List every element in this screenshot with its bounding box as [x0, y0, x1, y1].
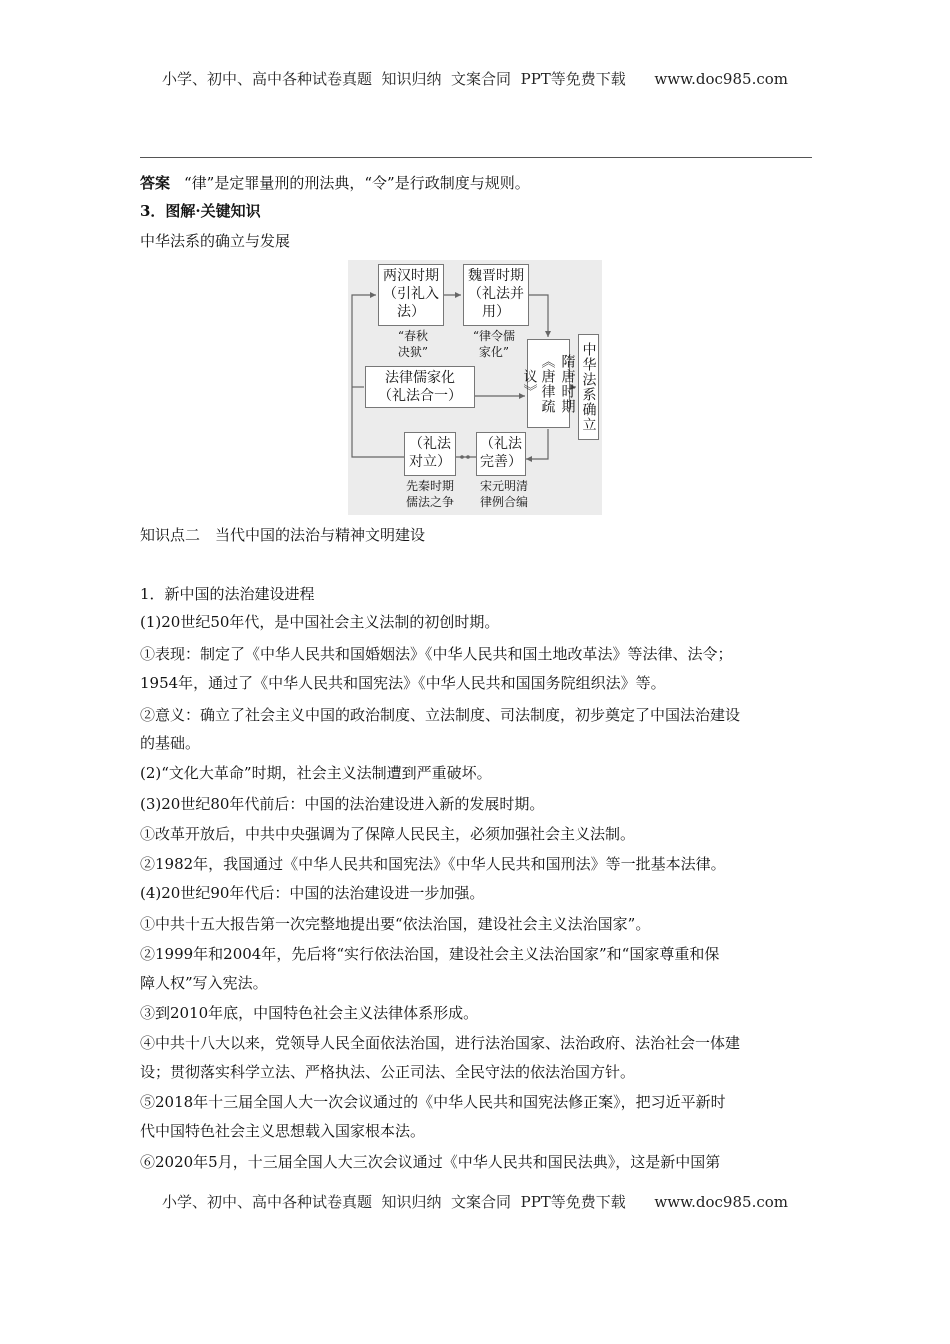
caption-song-yuan: 宋元明清 律例合编: [479, 479, 528, 509]
tang-code-label: 《唐律疏议》: [521, 353, 556, 414]
body-line: (2)“文化大革命”时期，社会主义法制遭到严重破坏。: [140, 764, 492, 782]
box-sui-tang: [521, 339, 576, 428]
page-header: 小学、初中、高中各种试卷真题 知识归纳 文案合同 PPT等免费下载 www.doc985.com: [161, 70, 788, 88]
sui-tang-label: 隋唐时期: [559, 353, 576, 414]
answer-label: 答案: [140, 174, 171, 192]
answer-line: [140, 173, 815, 193]
box-weijin-period: 魏晋时期（礼法并用）: [463, 264, 529, 326]
section-title: 3．图解·关键知识: [140, 202, 261, 220]
caption-lvling: “律令儒 家化”: [472, 329, 516, 359]
body-line: ①表现：制定了《中华人民共和国婚姻法》《中华人民共和国土地改革法》等法律、法令；: [140, 645, 733, 663]
box-han-period: 两汉时期（引礼入法）: [378, 264, 444, 326]
page-footer: 小学、初中、高中各种试卷真题 知识归纳 文案合同 PPT等免费下载 www.doc985.com: [161, 1193, 788, 1211]
body-line: ①改革开放后，中共中央强调为了保障人民民主，必须加强社会主义法制。: [140, 825, 636, 843]
caption-chunqiu: “春秋 决狱”: [397, 329, 429, 359]
body-line: ②意义：确立了社会主义中国的政治制度、立法制度、司法制度，初步奠定了中国法治建设: [140, 706, 741, 724]
body-line: ⑥2020年5月，十三届全国人大三次会议通过《中华人民共和国民法典》，这是新中国第: [140, 1153, 721, 1171]
box-law-confucianization: 法律儒家化（礼法合一）: [365, 366, 475, 408]
body-line: 的基础。: [140, 734, 201, 752]
arrow-tang-wanshan: [526, 429, 548, 459]
arrow-weijin-tang: [527, 295, 548, 337]
diagram-title: 中华法系的确立与发展: [140, 232, 291, 250]
body-line: 1．新中国的法治建设进程: [140, 585, 315, 603]
body-line: 1954年，通过了《中华人民共和国宪法》《中华人民共和国国务院组织法》等。: [140, 674, 666, 692]
body-line: 设；贯彻落实科学立法、严格执法、公正司法、全民守法的依法治国方针。: [140, 1063, 636, 1081]
caption-pre-qin: 先秦时期 儒法之争: [405, 479, 454, 509]
body-line: ②1982年，我国通过《中华人民共和国宪法》《中华人民共和国刑法》等一批基本法律。: [140, 855, 726, 873]
box-perfection: （礼法完善）: [476, 432, 526, 476]
box-opposition: （礼法对立）: [404, 432, 456, 476]
knowledge-point-title: 知识点二 当代中国的法治与精神文明建设: [140, 526, 426, 544]
chinese-legal-system-label: 中华法系确立: [580, 342, 597, 432]
body-line: ①中共十五大报告第一次完整地提出要“依法治国，建设社会主义法治国家”。: [140, 915, 651, 933]
legal-system-diagram: [348, 260, 602, 515]
body-line: ②1999年和2004年，先后将“实行依法治国，建设社会主义法治国家”和“国家尊重和保: [140, 945, 720, 963]
body-line: ③到2010年底，中国特色社会主义法律体系形成。: [140, 1004, 479, 1022]
body-line: (1)20世纪50年代，是中国社会主义法制的初创时期。: [140, 613, 500, 631]
divider-line: [140, 157, 812, 158]
body-line: 代中国特色社会主义思想载入国家根本法。: [140, 1122, 426, 1140]
answer-text: “律”是定罪量刑的刑法典，“令”是行政制度与规则。: [184, 174, 530, 192]
body-line: ⑤2018年十三届全国人大一次会议通过的《中华人民共和国宪法修正案》，把习近平新时: [140, 1093, 726, 1111]
body-line: (4)20世纪90年代后：中国的法治建设进一步加强。: [140, 884, 485, 902]
body-line: ④中共十八大以来，党领导人民全面依法治国，进行法治国家、法治政府、法治社会一体建: [140, 1034, 741, 1052]
body-line: (3)20世纪80年代前后：中国的法治建设进入新的发展时期。: [140, 795, 545, 813]
box-chinese-legal-system: [578, 334, 599, 440]
body-line: 障人权”写入宪法。: [140, 974, 268, 992]
